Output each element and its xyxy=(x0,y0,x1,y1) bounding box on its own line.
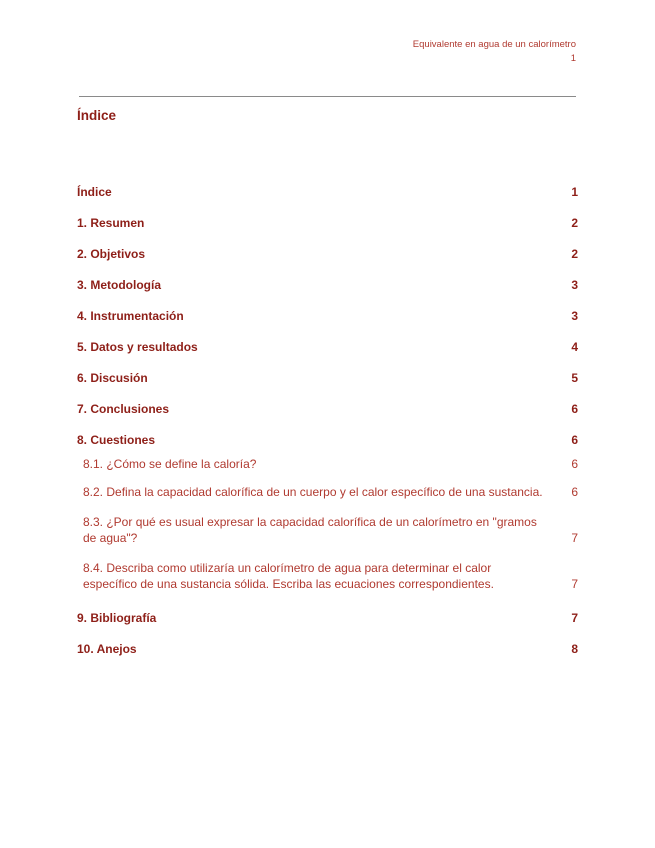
toc-entry-cuestiones[interactable] xyxy=(77,424,578,455)
toc-subentry-8-4[interactable] xyxy=(77,560,578,592)
toc-entry-anejos[interactable] xyxy=(77,633,578,664)
toc-entry-label: 8.3. ¿Por qué es usual expresar la capacidad calorífica de un calorímetro en "gramos de agua"? xyxy=(83,515,537,545)
toc-entry-label: 4. Instrumentación xyxy=(77,308,184,323)
toc-entry-datos-resultados[interactable] xyxy=(77,331,578,362)
toc-entry-metodologia[interactable] xyxy=(77,269,578,300)
toc-entry-page: 2 xyxy=(571,215,578,230)
toc-entry-objetivos[interactable] xyxy=(77,238,578,269)
toc-entry-conclusiones[interactable] xyxy=(77,393,578,424)
toc-subentry-8-1[interactable] xyxy=(77,456,578,472)
toc-entry-label: 6. Discusión xyxy=(77,370,148,385)
toc-entry-label: 8. Cuestiones xyxy=(77,432,156,447)
toc-entry-label: 8.2. Defina la capacidad calorífica de un cuerpo y el calor específico de una sustancia. xyxy=(83,485,543,499)
table-of-contents xyxy=(77,176,578,664)
toc-entry-page: 7 xyxy=(571,531,578,545)
toc-entry-page: 1 xyxy=(571,184,578,199)
toc-entry-label: 5. Datos y resultados xyxy=(77,339,198,354)
toc-entry-page: 2 xyxy=(571,246,578,261)
toc-entry-page: 4 xyxy=(571,339,578,354)
running-header xyxy=(413,38,576,66)
toc-entry-resumen[interactable] xyxy=(77,207,578,238)
running-header-page-number: 1 xyxy=(570,53,576,64)
toc-entry-discusion[interactable] xyxy=(77,362,578,393)
toc-entry-page: 6 xyxy=(571,432,578,447)
toc-entry-label: 8.4. Describa como utilizaría un calorímetro de agua para determinar el calor específico de una sustancia sólida. Escriba las ecuaciones correspondientes. xyxy=(83,561,494,591)
toc-entry-page: 7 xyxy=(571,577,578,591)
toc-entry-label: 2. Objetivos xyxy=(77,246,146,261)
toc-entry-label: 7. Conclusiones xyxy=(77,401,170,416)
toc-entry-page: 8 xyxy=(571,641,578,656)
toc-entry-page: 6 xyxy=(571,401,578,416)
toc-entry-label: 8.1. ¿Cómo se define la caloría? xyxy=(83,457,257,471)
toc-subentry-8-3[interactable] xyxy=(77,514,578,546)
running-header-title: Equivalente en agua de un calorímetro xyxy=(412,39,576,50)
page-title: Índice xyxy=(77,108,117,123)
toc-entry-label: 1. Resumen xyxy=(77,215,145,230)
toc-entry-page: 3 xyxy=(571,308,578,323)
toc-entry-label: 10. Anejos xyxy=(77,641,137,656)
toc-entry-page: 5 xyxy=(571,370,578,385)
toc-entry-label: Índice xyxy=(77,184,112,199)
header-divider xyxy=(79,96,576,97)
toc-entry-label: 9. Bibliografía xyxy=(77,610,157,625)
toc-entry-page: 6 xyxy=(571,485,578,499)
toc-entry-indice[interactable] xyxy=(77,176,578,207)
toc-entry-label: 3. Metodología xyxy=(77,277,161,292)
toc-subentry-8-2[interactable] xyxy=(77,484,578,500)
toc-entry-page: 3 xyxy=(571,277,578,292)
toc-entry-page: 6 xyxy=(571,457,578,471)
toc-entry-instrumentacion[interactable] xyxy=(77,300,578,331)
toc-entry-bibliografia[interactable] xyxy=(77,602,578,633)
toc-entry-page: 7 xyxy=(571,610,578,625)
